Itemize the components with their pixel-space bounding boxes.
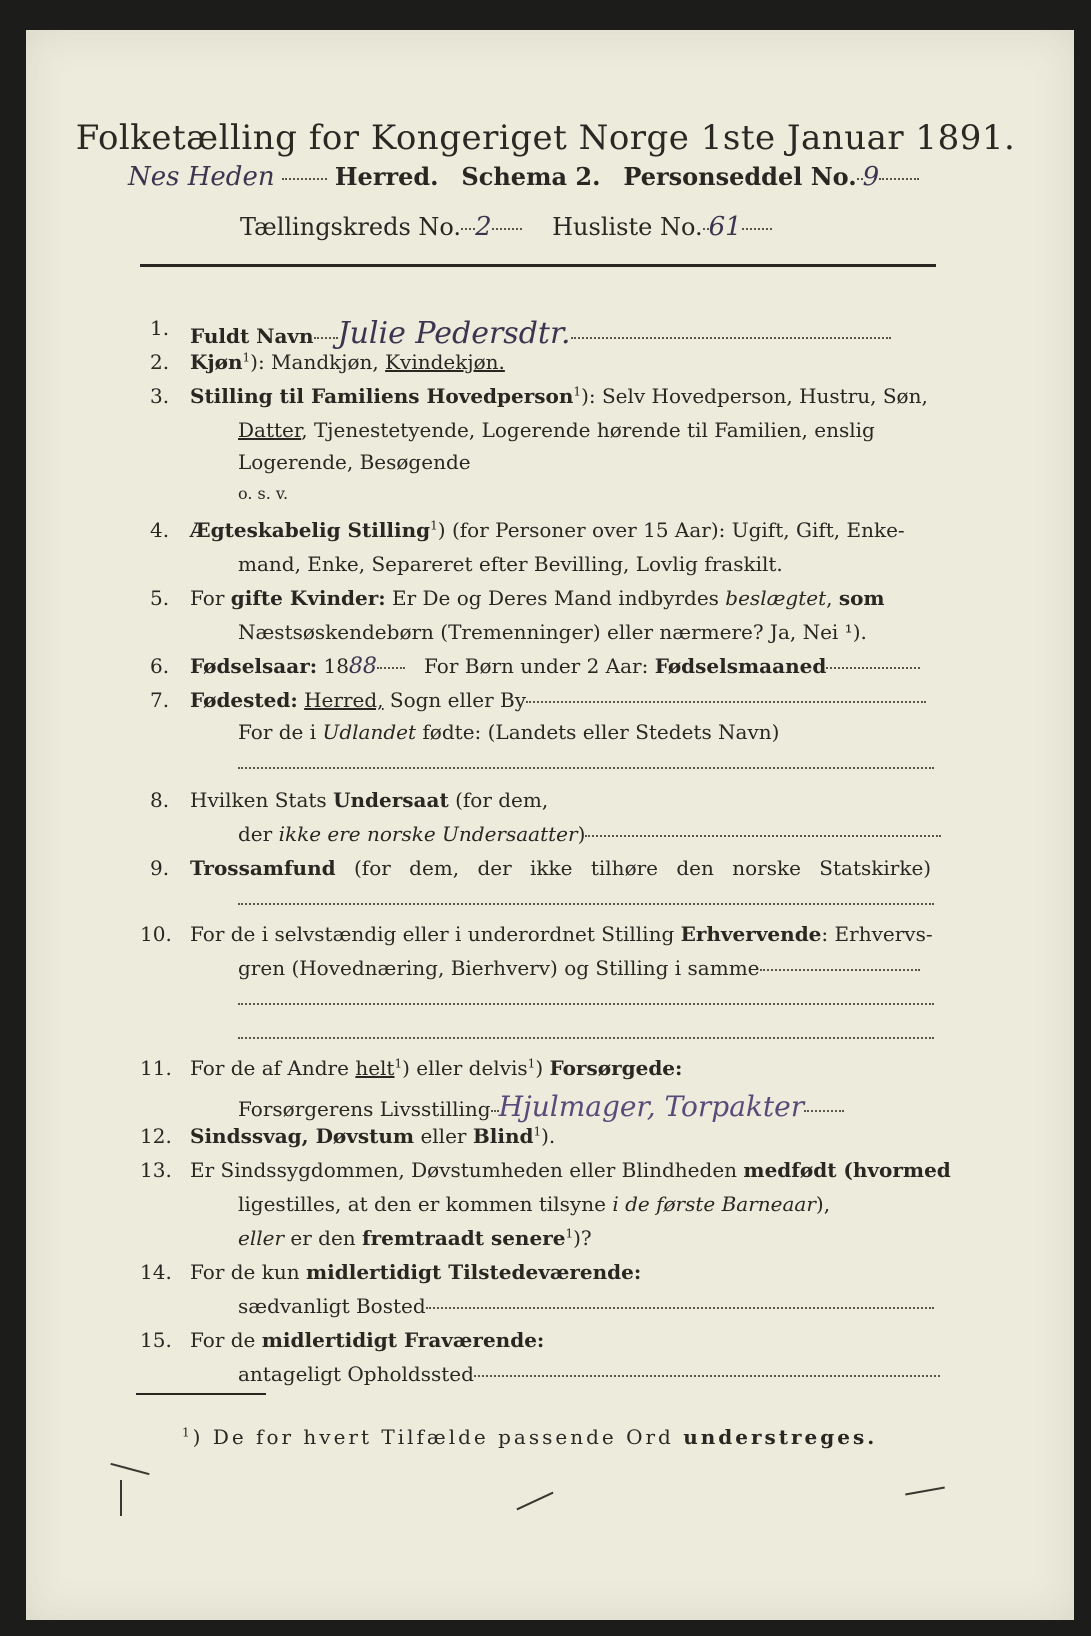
item-number: 3. [150, 384, 170, 408]
item-number: 14. [140, 1260, 172, 1284]
item-number: 4. [150, 518, 170, 542]
item-kjon: Kjøn$^1$): Mandkjøn, Kvindekjøn. [190, 350, 505, 374]
item-trossamfund: Trossamfund (for dem, der ikke tilhøre den norske Statskirke) [190, 856, 932, 880]
item-number: 1. [150, 316, 170, 340]
item-number: 6. [150, 654, 170, 678]
footnote: $^1$) De for hvert Tilfælde passende Ord understreges. [182, 1425, 878, 1449]
item-number: 2. [150, 350, 170, 374]
header-line-taellingskreds [240, 212, 772, 242]
kjon-selected: Kvindekjøn. [385, 350, 505, 374]
item-number: 11. [140, 1056, 172, 1080]
item-number: 13. [140, 1158, 172, 1182]
item-erhverv: For de i selvstændig eller i underordnet Stilling Erhvervende: Erhvervs- [190, 922, 933, 946]
item-number: 7. [150, 688, 170, 712]
stilling-selected: Datter [238, 418, 302, 442]
livsstilling-value: Hjulmager, Torpakter [498, 1090, 805, 1123]
item-undersaat: Hvilken Stats Undersaat (for dem, [190, 788, 549, 812]
item-number: 15. [140, 1328, 172, 1352]
fodselsaar-value: 88 [348, 654, 377, 679]
item-number: 9. [150, 856, 170, 880]
personseddel-value: 9 [862, 162, 880, 192]
husliste-value: 61 [708, 212, 742, 242]
herred-value: Nes Heden [128, 162, 275, 192]
herred-label: Herred. [334, 162, 439, 191]
item-number: 8. [150, 788, 170, 812]
item-number: 10. [140, 922, 172, 946]
item-sindssvag: Sindssvag, Døvstum eller Blind$^1$). [190, 1124, 556, 1148]
item-fodselsaar: Fødselsaar: 1888 For Børn under 2 Aar: Fødselsmaaned [190, 654, 920, 679]
item-forsorgede: For de af Andre helt$^1$) eller delvis$^1$) Forsørgede: [190, 1056, 683, 1080]
husliste-label: Husliste No. [552, 213, 703, 241]
item-number: 12. [140, 1124, 172, 1148]
personseddel-label: Personseddel No. [623, 162, 857, 191]
item-number: 5. [150, 586, 170, 610]
footnote-divider [136, 1393, 266, 1395]
fodested-selected: Herred, [304, 688, 384, 712]
taellingskreds-label: Tællingskreds No. [240, 213, 462, 241]
form-title: Folketælling for Kongeriget Norge 1ste Januar 1891. [75, 118, 1016, 158]
item-aegteskab: Ægteskabelig Stilling$^1$) (for Personer over 15 Aar): Ugift, Gift, Enke- [190, 518, 905, 542]
item-tilstedevaerende: For de kun midlertidigt Tilstedeværende: [190, 1260, 642, 1284]
taellingskreds-value: 2 [475, 212, 492, 242]
header-divider [140, 264, 936, 267]
name-value: Julie Pedersdtr. [337, 316, 571, 351]
item-fodested: Fødested: Herred, Sogn eller By [190, 688, 926, 712]
item-fuldt-navn: Fuldt Navn Julie Pedersdtr. [190, 316, 891, 351]
schema-label: Schema 2. [461, 162, 601, 191]
header-line-herred [128, 162, 919, 192]
item-stilling: Stilling til Familiens Hovedperson$^1$): Selv Hovedperson, Hustru, Søn, [190, 384, 928, 408]
item-fravaerende: For de midlertidigt Fraværende: [190, 1328, 545, 1352]
item-gifte-kvinder: For gifte Kvinder: Er De og Deres Mand indbyrdes beslægtet, som [190, 586, 885, 610]
item-medfodt: Er Sindssygdommen, Døvstumheden eller Blindheden medfødt (hvormed [190, 1158, 951, 1182]
corner-mark [120, 1480, 122, 1516]
